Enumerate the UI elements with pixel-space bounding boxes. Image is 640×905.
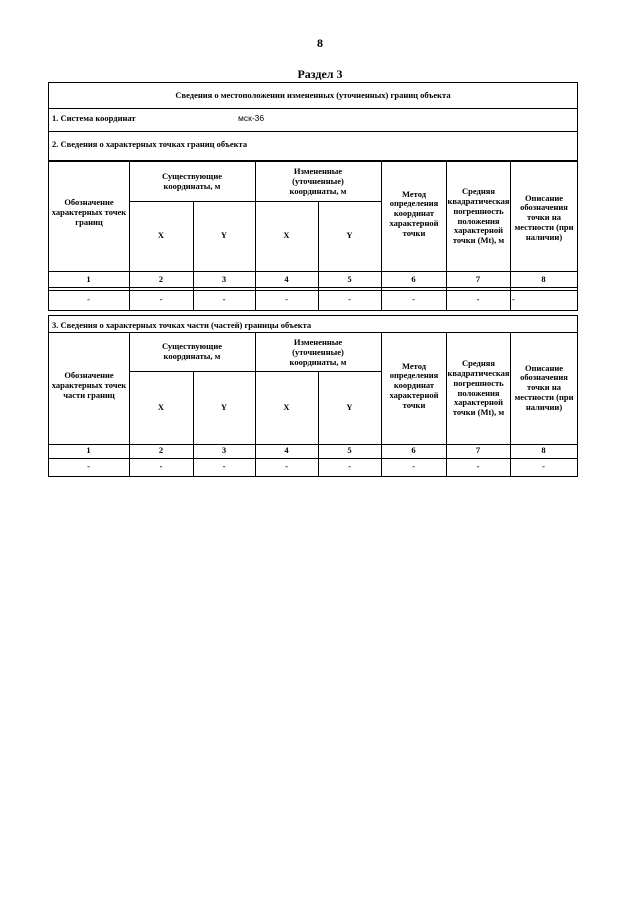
table1-cell: - bbox=[476, 294, 480, 305]
table2-num: 4 bbox=[284, 445, 289, 456]
table1-y-existing: Y bbox=[220, 230, 228, 241]
table2-num: 2 bbox=[158, 445, 164, 456]
table1-cell: - bbox=[348, 294, 351, 305]
table2-col-description: Описание обозначения точки на местности (при наличии) bbox=[514, 362, 574, 412]
location-header-title: Сведения о местоположении измененных (уточненных) границ объекта bbox=[175, 90, 451, 101]
table1-num: 7 bbox=[475, 273, 481, 284]
table2-cell: - bbox=[348, 461, 351, 472]
table2-num: 7 bbox=[475, 445, 481, 456]
table1-cell: - bbox=[222, 294, 226, 305]
table1-cell: - bbox=[87, 294, 90, 305]
table1-num: 5 bbox=[347, 273, 352, 284]
table1-num: 1 bbox=[86, 273, 91, 284]
coord-system-label: 1. Система координат bbox=[52, 113, 136, 123]
table2-x-existing: X bbox=[157, 402, 165, 413]
table1-col-method: Метод определения координат характерной точки bbox=[389, 188, 439, 238]
table1-col-description: Описание обозначения точки на местности (при наличии) bbox=[514, 192, 574, 242]
section-title: Раздел 3 bbox=[297, 67, 343, 81]
table2-num: 6 bbox=[411, 445, 416, 456]
table2-num: 3 bbox=[221, 445, 227, 456]
table1-col-error: Средняя квадратическая погрешность положения характерной точки (Mt), м bbox=[447, 186, 510, 246]
table2-col-method: Метод определения координат характерной точки bbox=[389, 360, 439, 410]
table2-col-error: Средняя квадратическая погрешность положения характерной точки (Mt), м bbox=[447, 358, 510, 418]
table2-cell: - bbox=[222, 461, 226, 472]
table2-col-designation: Обозначение характерных точек части границ bbox=[51, 370, 127, 400]
table1-num: 8 bbox=[541, 273, 546, 284]
table2-y-existing: Y bbox=[220, 402, 228, 413]
table2-num: 5 bbox=[347, 445, 352, 456]
table1-cell: - bbox=[512, 294, 515, 305]
table2-col-existing: Существующие координаты, м bbox=[161, 341, 223, 361]
table2-num: 8 bbox=[541, 445, 546, 456]
page-number: 8 bbox=[317, 36, 323, 50]
table1-num: 2 bbox=[158, 273, 164, 284]
table2-title: 3. Сведения о характерных точках части (частей) границы объекта bbox=[52, 320, 312, 330]
table1-cell: - bbox=[412, 294, 415, 305]
table1-x-existing: X bbox=[157, 230, 165, 241]
table1-col-existing: Существующие координаты, м bbox=[161, 171, 223, 191]
table1-col-designation: Обозначение характерных точек границ bbox=[51, 197, 127, 227]
table1-num: 3 bbox=[221, 273, 227, 284]
table1-x-changed: X bbox=[283, 230, 290, 241]
table1-title: 2. Сведения о характерных точках границ объекта bbox=[52, 139, 248, 149]
table2-cell: - bbox=[476, 461, 480, 472]
table2-num: 1 bbox=[86, 445, 91, 456]
coord-system-value: мск-36 bbox=[238, 113, 265, 123]
table2-cell: - bbox=[412, 461, 415, 472]
table1-col-changed: Измененные (уточненные) координаты, м bbox=[289, 166, 347, 196]
table2-y-changed: Y bbox=[346, 402, 353, 413]
table2-x-changed: X bbox=[283, 402, 290, 413]
table1-y-changed: Y bbox=[346, 230, 353, 241]
table1-cell: - bbox=[285, 294, 288, 305]
table2-cell: - bbox=[542, 461, 545, 472]
table1-num: 6 bbox=[411, 273, 416, 284]
table2-col-changed: Измененные (уточненные) координаты, м bbox=[289, 337, 347, 367]
table1-num: 4 bbox=[284, 273, 289, 284]
table1-cell: - bbox=[159, 294, 163, 305]
table2-cell: - bbox=[285, 461, 288, 472]
table2-cell: - bbox=[87, 461, 90, 472]
table2-cell: - bbox=[159, 461, 163, 472]
